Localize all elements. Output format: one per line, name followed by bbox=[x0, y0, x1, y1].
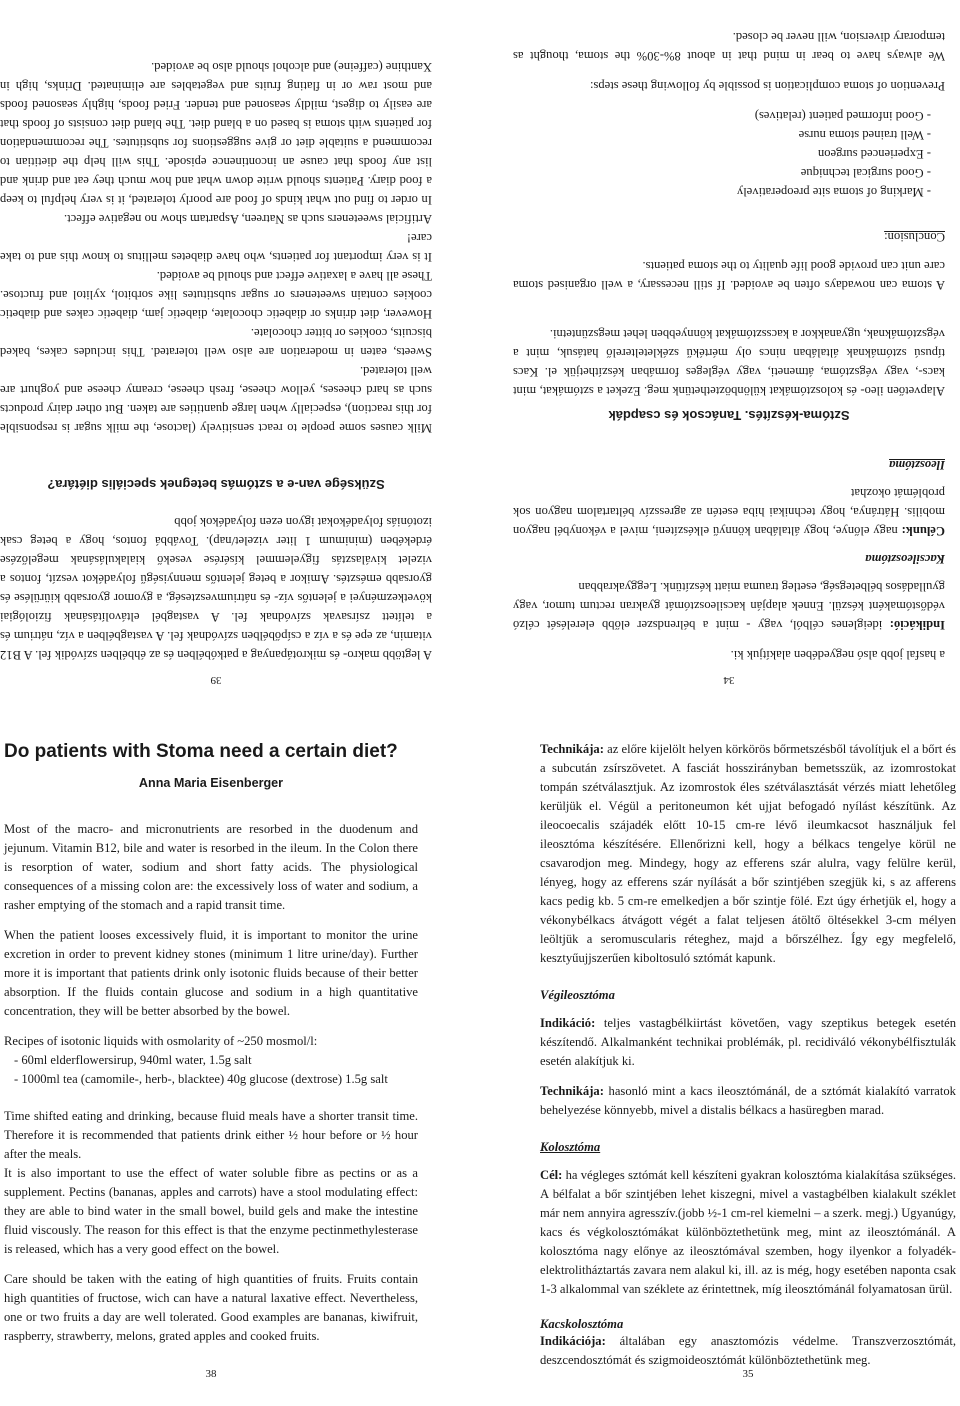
text: nagy előnye, hogy általában könnyű elkészíteni, mivel a vékonybél nagyon mobilis. Hátránya, hogy technikai hiba esetén az agresszív béltartalom nagyon sok problémát okozhat bbox=[513, 486, 945, 538]
paragraph: Care should be taken with the eating of high quantities of fruits. Fruits contain high quantities of fructose, wich can have a natural laxative effect. Nevertheless, one or two fruits a day are well tolerated. Good examples are bananas, kiwifruit, raspberry, strawberry, melons, grated apples and cooked fruits. bbox=[4, 1272, 418, 1343]
article-title: Do patients with Stoma need a certain diet? bbox=[4, 741, 398, 762]
section-heading: Sztóma-készítés. Tanácsok és csapdák bbox=[608, 408, 850, 423]
paragraph: Milk causes some people to react sensitively (lactose, the milk sugar is responsible for this reaction), especially when large quantities are taken. But other dairy products such as hard cheeses, yellow cheese, fresh cheese, creamy cheese and yoghurt are well tolerated. bbox=[0, 364, 432, 435]
page-34 bbox=[513, 8, 945, 686]
section-heading: Szüksége van-e a sztómás betegnek speciális diétára? bbox=[47, 477, 385, 492]
list-item: - Good surgical technique bbox=[513, 163, 931, 182]
text: teljes vastagbélkiirtást követően, vagy szeptikus betegek esetén készítendő. Alkalmanként technikai problémák, pl. recidiváló vékonybélfisztulák esetén alakítjuk ki. bbox=[540, 1016, 956, 1068]
list-item: - 60ml elderflowersirup, 940ml water, 1.5g salt bbox=[14, 1051, 418, 1070]
paragraph: Most of the macro- and micronutrients are resorbed in the duodenum and jejunum. Vitamin B12, bile and water is resorbed in the ileum. In the Colon there is resorption of water, sodium and short fatty acids. The physiological consequences of a missing colon are: the excessively loss of water and sodium, a rasher emptying of the stomach and a rapid transit time. bbox=[4, 822, 418, 912]
paragraph: We always have to bear in mind that in about 8%-30% the stoma, thought as temporary diversion, will never be closed. bbox=[513, 30, 945, 63]
paragraph: Sweets, eaten in moderation are also well tolerated. This includes cakes, baked biscuits, cookies or bitter chocolate. bbox=[0, 326, 432, 359]
text: az előre kijelölt helyen körkörös bőrmetszésből távolítjuk el a bőrt és a subcután zsírszövetet. A fasciát hosszirányban bemetsszük, az izomrostokat tompán szétválasztjuk. Az izomrostok éles szétválasztását vérzés miatt lehetőleg kerüljük el. Végül a peritoneumon két ujjat befogadó nyílást készítünk. Az ileocoecalis szájadék előtt 10-15 cm-re lévő ileumkacsot használjuk fel ileosztóma készítésére. Ellenőrizni kell, hogy a bélkacs tengelye körül ne csavarodjon meg. Mindegy, hogy az efferens szár alulra, vagy felülre kerül, lényeg, hogy az efferens szár nyílását a bőr szintjében szegjük ki, s az afferens kacs pedig kb. 5 cm-re emelkedjen a bőr szintje fölé. Ezt úgy érhetjük el, hogy a vékonybélkacs átvágott végét a falat teljesen átöltő öltésekkel 3-cm mélyen leöltjük a seromuscularis réteghez, majd a bőrszélhez. Így egy megfelelő, kesztyűujjszerűen kiboltosuló sztómát kapunk. bbox=[540, 742, 956, 965]
list-item: - Good informed patient (relatives) bbox=[513, 106, 931, 125]
paragraph: Recipes of isotonic liquids with osmolarity of ~250 mosmol/l: bbox=[4, 1034, 318, 1048]
subheading: Ileosztóma bbox=[889, 458, 945, 472]
subheading: Kacskolosztóma bbox=[540, 1317, 624, 1331]
paragraph: A stoma can nowadays often be avoided. If still necessary, a well organised stoma care unit can provide good life quality to the stoma patients. bbox=[513, 259, 945, 292]
page-number: 38 bbox=[205, 1368, 217, 1380]
page-number: 34 bbox=[723, 674, 735, 686]
text: ideiglenes célból, vagy - mint a bélrendszer előbb elerelését célzó védőstómaként készül. Ennek alapján kacsileosztómát gyakran rectum tumor, vagy gyulladásos bélbetegség, esetleg trauma miatt készítünk. Leggyakrabban bbox=[513, 580, 945, 632]
page-number: 39 bbox=[210, 674, 222, 686]
paragraph: Artificial sweeteners such as Natreen, Aspartam show no negative effect. bbox=[64, 212, 432, 226]
paragraph: Alapvetően ileo- és kolosztómákat különböztethetünk meg. Ezeket a sztómákat, mint kacs-, vagy végsztóma, átmeneti, vagy végleges formában készíthetjük el. Kacs típusú sztómáknak általában nincs oly mértékű székletelterelő hatásuk, mint a végsztómáknak, ugyanakkor a kacssztómákat könnyebben lehet megszüntetni. bbox=[513, 327, 945, 398]
page-number: 35 bbox=[742, 1368, 754, 1380]
paragraph: However, diet drinks or diabetic chocolate, diabetic jam, diabetic cakes and diabetic cookies contain sweeteners or sugar substitutes like sorbitol, xylitol and fructose. These all have a laxative effect and should be avoided. bbox=[0, 269, 432, 321]
label: Célunk: bbox=[901, 524, 945, 538]
conclusion-label: Conclusion: bbox=[884, 230, 945, 244]
paragraph bbox=[513, 483, 945, 540]
paragraph: a hasfal jobb alsó negyedében alakítjuk ki. bbox=[730, 648, 945, 662]
paragraph bbox=[513, 577, 945, 634]
page-39 bbox=[0, 8, 432, 686]
paragraph: A legtöbb makro- és mikrotápanyag a patkóbélben és az éhbélben szívódik fel. A B12 vitamin, az epe és a víz a csípőbélben szívódnak fel. A vastagbélben a víz, nátrium és a telített zsírsavak szívódnak fel. A vastagbél eltávolításának fiziológiai következményei a jelentős víz- és nátriumveszteség, a gyomor gyorsabb kiürülése és gyorsabb emésztés. Amikor a beteg jelentős mennyiségű folyadékot veszít, fontos a vizelet kiválasztás figyelemmel kísérése vesekő kialakulásának megelőzése érdekében (minimum 1 liter vizelet/nap). Továbbá fontos, hogy a beteg csak izotóniás folyadékokat igyon ezen folyadékok jobb bbox=[0, 515, 432, 662]
paragraph: It is also important to use the effect of water soluble fibre as pectins or as a supplement. Pectins (bananas, apples and carrots) have a stool modulating effect: they are able to bind water in the small bowel, build gels and make the intestine fluid viscously. The reason for this effect is that the enzyme pectinmethylesterase is released, which has a very good effect on the bowel. bbox=[4, 1166, 418, 1256]
subheading: Kolosztóma bbox=[540, 1140, 601, 1154]
author: Anna Maria Eisenberger bbox=[138, 776, 284, 790]
subheading: Végileosztóma bbox=[540, 988, 615, 1002]
list-item: - Experienced surgeon bbox=[513, 144, 931, 163]
steps-list bbox=[513, 106, 945, 201]
label: Indikációja: bbox=[540, 1334, 606, 1348]
paragraph bbox=[540, 1082, 956, 1120]
paragraph bbox=[540, 1332, 956, 1370]
paragraph: Time shifted eating and drinking, because fluid meals have a shorter transit time. Therefore it is recommended that patients drink either ½ hour before or ½ hour after the meals. bbox=[4, 1109, 418, 1161]
text: általában egy anasztomózis védelme. Transzverzosztómát, deszcendosztómát és szigmoideosztómát különböztethetünk meg. bbox=[540, 1334, 956, 1367]
recipes-list bbox=[4, 1051, 418, 1089]
paragraph: When the patient looses excessively fluid, it is important to monitor the urine excretion in order to prevent kidney stones (minimum 1 litre urine/day). Further more it is important that patients drink only isotonic fluids because of their better absorption. If the fluids contain glucose and sodium in a high quantitative concentration, they will be better absorbed by the bowel. bbox=[4, 928, 418, 1018]
paragraph bbox=[540, 1014, 956, 1071]
label: Cél: bbox=[540, 1168, 563, 1182]
paragraph: It is very important for patients, who have diabetes mellitus to know this and to take care! bbox=[0, 231, 432, 264]
label: Indikáció: bbox=[889, 618, 945, 632]
list-item: - Marking of stoma site preoperatively bbox=[513, 182, 931, 201]
page-38 bbox=[4, 740, 418, 1380]
paragraph: Prevention of stoma complication is possible by following these steps: bbox=[589, 79, 945, 93]
label: Technikája: bbox=[540, 742, 604, 756]
text: hasonló mint a kacs ileosztómánál, de a sztómát kialakító varratok behelyezése könnyebb, mivel a distalis bélkacs a hasüregben marad. bbox=[540, 1084, 956, 1117]
list-item: - 1000ml tea (camomile-, herb-, blacktee) 40g glucose (dextrose) 1.5g salt bbox=[14, 1070, 418, 1089]
label: Technikája: bbox=[540, 1084, 604, 1098]
text: ha végleges sztómát kell készíteni gyakran kolosztóma kialakítása szükséges. A bélfalat a bőr szintjében lehet kiszegni, mivel a vastagbélben kialakult széklet már nem annyira agresszív.(jobb ½-1 cm-rel kiemelni – a szerk. megj.) Ugyanúgy, kacs és végkolosztómákat különböztethetünk meg, mint az ileosztómánál. A kolosztóma nagy előnye az ileosztómával szemben, hogy ilyenkor a folyadék-elektrolitháztartás zavara nem alakul ki, ill. az is még, hogy esetében naponta csak 1-3 alkalommal van széklete az érintettnek, míg ileosztómánál folyamatosan ürül. bbox=[540, 1168, 957, 1296]
paragraph bbox=[540, 1166, 956, 1299]
subheading: Kacsileosztóma bbox=[865, 552, 945, 566]
paragraph bbox=[540, 740, 956, 968]
label: Indikáció: bbox=[540, 1016, 596, 1030]
list-item: - Well trained stoma nurse bbox=[513, 125, 931, 144]
paragraph: In order to find out what kinds of food are poorly tolerated, it is very helpful to keep a food diary. Patients should write down what and how much they eat and drink and list any foods that cause an incontinence episode. This will help the dietitian to recommend a suitable diet or give suggestions for substitutes. The recommendation for patients with stoma is based on a bland diet. The bland diet consists of foods that are easily to digest, mildly seasoned and tender. Fried foods, highly seasoned foods and most raw or in flating fruits and vegetables are eliminated. Drinks, high in Xanthine (caffeine) and alcohol should also be avoided. bbox=[0, 60, 432, 207]
page-35 bbox=[540, 740, 956, 1380]
